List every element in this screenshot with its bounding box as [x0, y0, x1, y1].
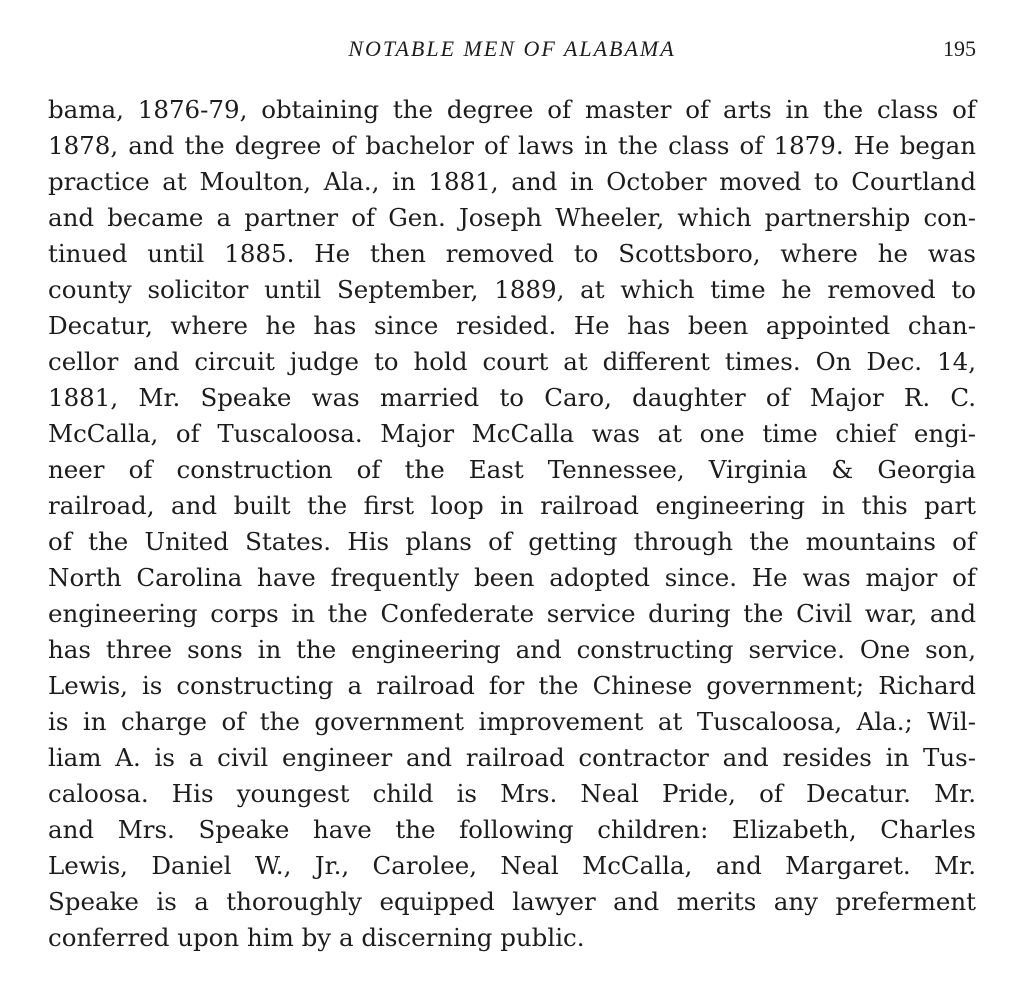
text-line: Speake is a thoroughly equipped lawyer and merits any preferment [48, 887, 976, 916]
text-line: of the United States. His plans of getting through the mountains of [48, 527, 976, 556]
text-line: liam A. is a civil engineer and railroad contractor and resides in Tus- [48, 743, 976, 772]
text-line: North Carolina have frequently been adopted since. He was major of [48, 563, 976, 592]
text-line: county solicitor until September, 1889, at which time he removed to [48, 275, 976, 304]
running-title: NOTABLE MEN OF ALABAMA [348, 36, 676, 61]
text-line: Lewis, Daniel W., Jr., Carolee, Neal McCalla, and Margaret. Mr. [48, 851, 976, 880]
text-line: railroad, and built the first loop in railroad engineering in this part [48, 491, 976, 520]
text-line: conferred upon him by a discerning public. [48, 923, 585, 952]
text-line: tinued until 1885. He then removed to Scottsboro, where he was [48, 239, 976, 268]
text-line: 1881, Mr. Speake was married to Caro, daughter of Major R. C. [48, 383, 976, 412]
text-line: 1878, and the degree of bachelor of laws in the class of 1879. He began [48, 131, 976, 160]
text-line: cellor and circuit judge to hold court at different times. On Dec. 14, [48, 347, 976, 376]
text-line: and became a partner of Gen. Joseph Wheeler, which partnership con- [48, 203, 976, 232]
text-line: is in charge of the government improvement at Tuscaloosa, Ala.; Wil- [48, 707, 976, 736]
body-paragraph [48, 92, 976, 956]
text-line: bama, 1876-79, obtaining the degree of master of arts in the class of [48, 95, 976, 124]
text-line: Decatur, where he has since resided. He has been appointed chan- [48, 311, 976, 340]
text-line: neer of construction of the East Tennessee, Virginia & Georgia [48, 455, 976, 484]
running-head [48, 34, 976, 64]
text-line: caloosa. His youngest child is Mrs. Neal Pride, of Decatur. Mr. [48, 779, 976, 808]
text-line: and Mrs. Speake have the following children: Elizabeth, Charles [48, 815, 976, 844]
text-line: McCalla, of Tuscaloosa. Major McCalla was at one time chief engi- [48, 419, 976, 448]
text-line: engineering corps in the Confederate service during the Civil war, and [48, 599, 976, 628]
page-number: 195 [943, 36, 976, 61]
text-line: has three sons in the engineering and constructing service. One son, [48, 635, 976, 664]
text-line: practice at Moulton, Ala., in 1881, and in October moved to Courtland [48, 167, 976, 196]
text-line: Lewis, is constructing a railroad for the Chinese government; Richard [48, 671, 976, 700]
